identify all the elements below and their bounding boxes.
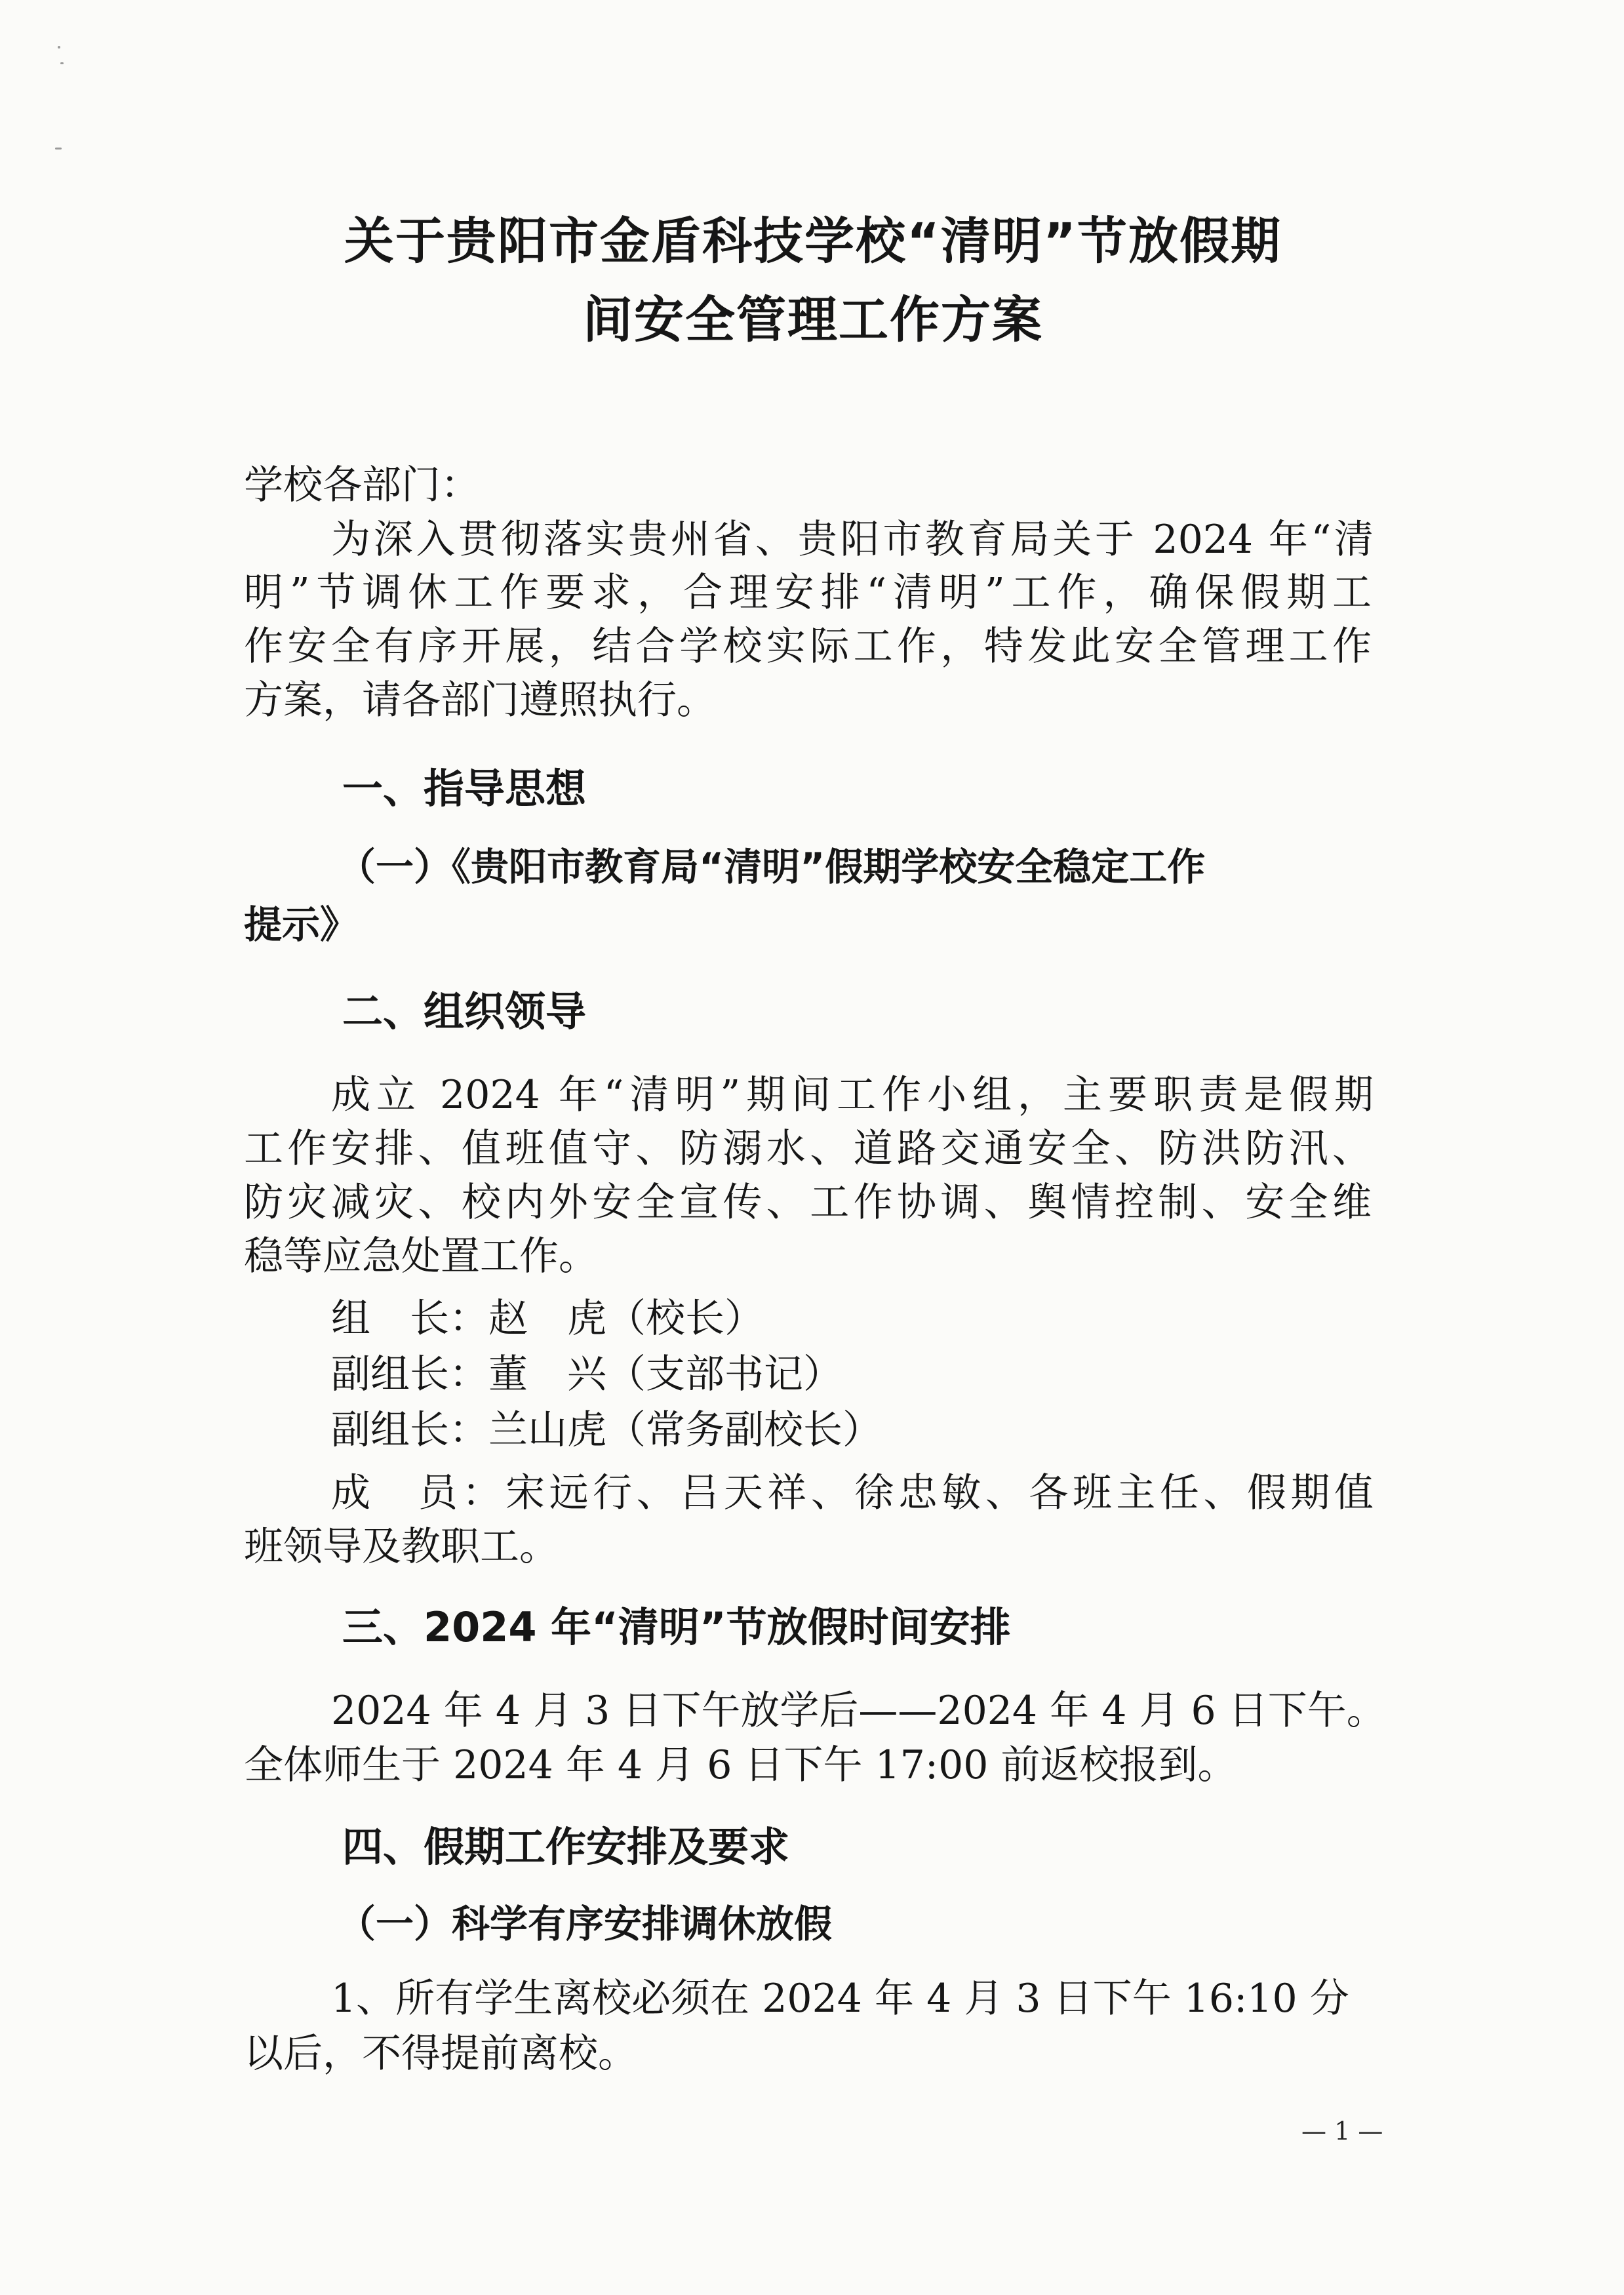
subsection-heading-line-2: 提示》 <box>244 902 359 947</box>
intro-line-4: 方案，请各部门遵照执行。 <box>244 677 716 723</box>
item-1-line-1: 1、所有学生离校必须在 2024 年 4 月 3 日下午 16:10 分 <box>331 1976 1349 2022</box>
document-title-line-2: 间安全管理工作方案 <box>583 290 1043 349</box>
salutation: 学校各部门： <box>244 462 480 508</box>
org-para-line-2: 工作安排、值班值守、防溺水、道路交通安全、防洪防汛、 <box>244 1126 1372 1172</box>
schedule-line-1: 2024 年 4 月 3 日下午放学后——2024 年 4 月 6 日下午。 <box>331 1688 1386 1734</box>
org-para-line-3: 防灾减灾、校内外安全宣传、工作协调、舆情控制、安全维 <box>244 1180 1372 1226</box>
schedule-line-2: 全体师生于 2024 年 4 月 6 日下午 17:00 前返校报到。 <box>244 1742 1237 1788</box>
section-heading-work-arrangement: 四、假期工作安排及要求 <box>342 1823 790 1871</box>
org-para-line-1: 成立 2024 年“清明”期间工作小组，主要职责是假期 <box>331 1072 1374 1118</box>
intro-line-3: 作安全有序开展，结合学校实际工作，特发此安全管理工作 <box>244 624 1372 669</box>
deputy-leader-1: 副组长：董 兴（支部书记） <box>331 1351 842 1397</box>
scan-speck <box>58 46 60 49</box>
group-leader: 组 长：赵 虎（校长） <box>331 1296 764 1342</box>
section-heading-guiding-thought: 一、指导思想 <box>342 765 587 812</box>
deputy-leader-2: 副组长：兰山虎（常务副校长） <box>331 1407 882 1453</box>
page-number: — 1 — <box>1301 2117 1383 2145</box>
subsection-heading-schedule-leave: （一）科学有序安排调休放假 <box>338 1902 833 1946</box>
item-1-line-2: 以后，不得提前离校。 <box>244 2031 637 2077</box>
subsection-heading-line-1: （一）《贵阳市教育局“清明”假期学校安全稳定工作 <box>338 845 1206 889</box>
scan-speck <box>60 62 64 64</box>
intro-line-2: 明”节调休工作要求，合理安排“清明”工作，确保假期工 <box>244 570 1372 616</box>
members-line-2: 班领导及教职工。 <box>244 1524 559 1570</box>
section-heading-schedule: 三、2024 年“清明”节放假时间安排 <box>342 1603 1011 1651</box>
members-line-1: 成 员：宋远行、吕天祥、徐忠敏、各班主任、假期值 <box>331 1470 1374 1516</box>
section-heading-organization: 二、组织领导 <box>342 988 587 1035</box>
org-para-line-4: 稳等应急处置工作。 <box>244 1233 598 1279</box>
intro-line-1: 为深入贯彻落实贵州省、贵阳市教育局关于 2024 年“清 <box>331 517 1374 563</box>
scan-speck <box>55 148 62 150</box>
document-title-line-1: 关于贵阳市金盾科技学校“清明”节放假期 <box>344 212 1282 270</box>
